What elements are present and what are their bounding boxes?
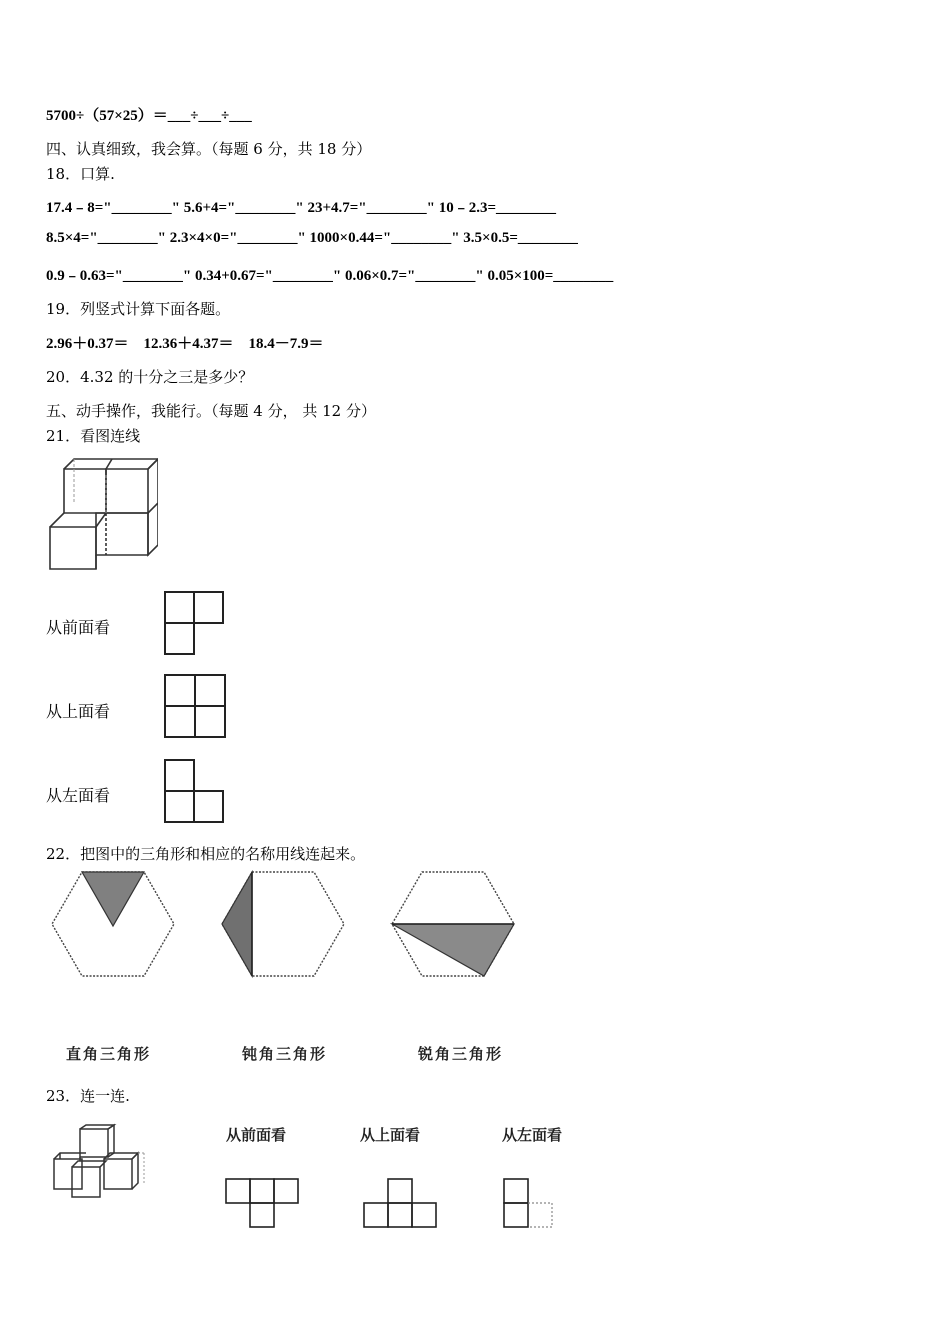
q19-expressions: 2.96＋0.37＝ 12.36＋4.37＝ 18.4－7.9＝ — [46, 336, 324, 352]
q21-view-front-label: 从前面看 — [46, 618, 111, 637]
q18-row-3: 0.9﹣0.63="________" 0.34+0.67="________" 0.06×0.7="________" 0.05×100=________ — [46, 268, 614, 284]
q19-title: 19．列竖式计算下面各题。 — [46, 300, 231, 318]
q21-title: 21．看图连线 — [46, 427, 141, 445]
q23-view-top-label: 从上面看 — [360, 1126, 421, 1144]
q18-row-1: 17.4﹣8="________" 5.6+4="________" 23+4.7="________" 10﹣2.3=________ — [46, 200, 557, 216]
q22-hexagon-3 — [390, 870, 516, 980]
q23-view-shape-top — [362, 1177, 440, 1229]
q23-view-shape-front — [224, 1177, 302, 1229]
q21-view-left-label: 从左面看 — [46, 786, 111, 805]
q23-title: 23．连一连. — [46, 1087, 130, 1105]
q18-row-2: 8.5×4="________" 2.3×4×0="________" 1000×0.44="________" 3.5×0.5=________ — [46, 230, 578, 246]
q22-hexagon-2 — [220, 870, 346, 980]
q21-view-shape-1 — [163, 590, 225, 656]
q22-name-obtuse: 钝角三角形 — [242, 1045, 328, 1063]
q21-view-shape-3 — [163, 758, 225, 824]
q23-view-shape-left — [502, 1177, 556, 1229]
section-4-heading: 四、认真细致，我会算。（每题 6 分，共 18 分） — [46, 140, 372, 158]
q21-view-top-label: 从上面看 — [46, 702, 111, 721]
q22-title: 22．把图中的三角形和相应的名称用线连起来。 — [46, 845, 366, 863]
q17-expression: 5700÷（57×25）＝___÷___÷___ — [46, 108, 252, 124]
q23-view-front-label: 从前面看 — [226, 1126, 287, 1144]
q18-title: 18．口算. — [46, 165, 115, 183]
section-5-heading: 五、动手操作，我能行。（每题 4 分， 共 12 分） — [46, 402, 376, 420]
q20-title: 20．4.32 的十分之三是多少？ — [46, 368, 254, 386]
q22-name-acute: 锐角三角形 — [418, 1045, 504, 1063]
q23-block-figure — [50, 1123, 150, 1203]
q21-view-shape-2 — [163, 673, 227, 739]
q22-name-right: 直角三角形 — [66, 1045, 152, 1063]
q22-hexagon-1 — [50, 870, 176, 980]
q23-view-left-label: 从左面看 — [502, 1126, 563, 1144]
q21-block-figure — [46, 455, 158, 575]
